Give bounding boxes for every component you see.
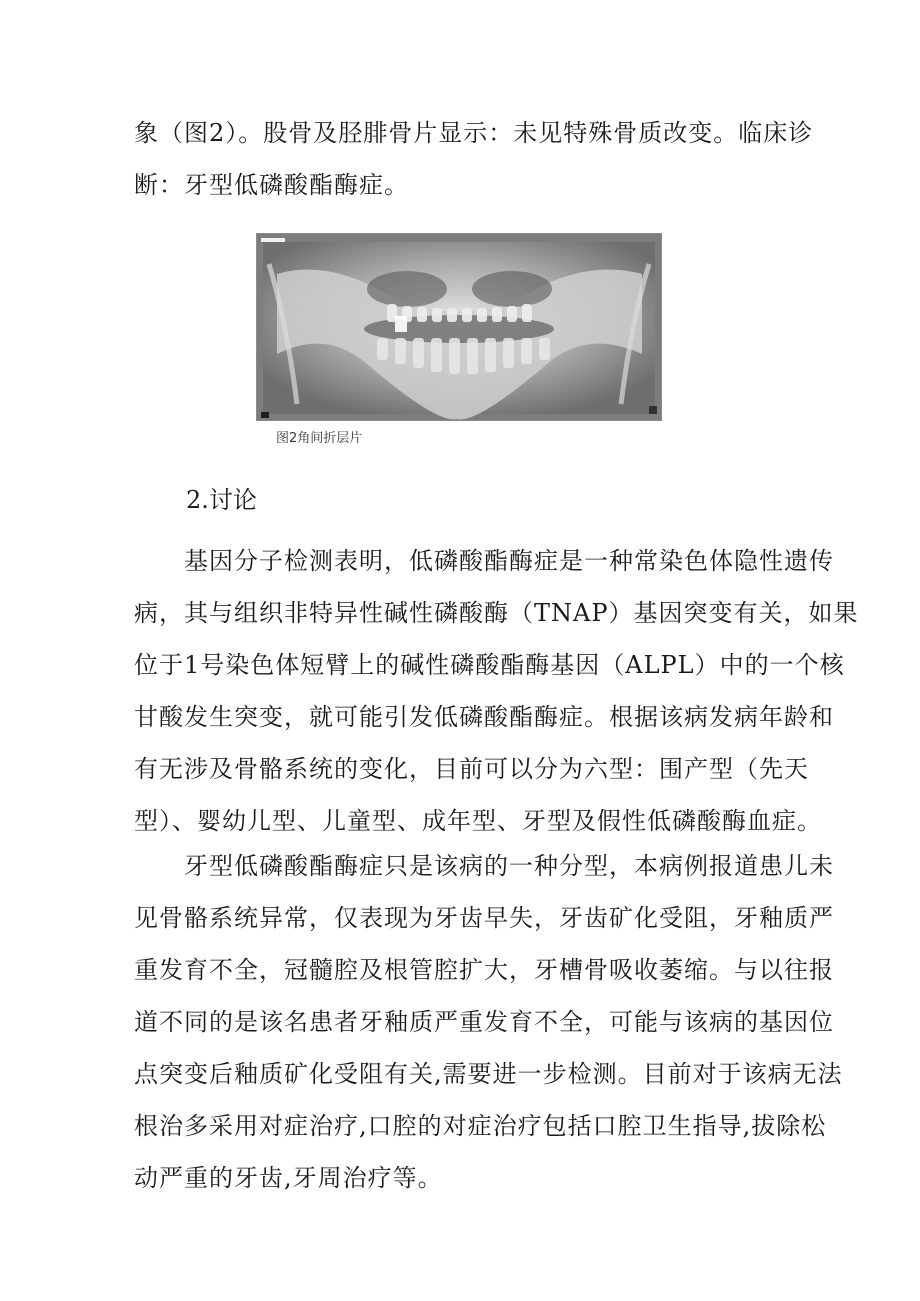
discussion-paragraph-1 (134, 535, 859, 847)
text-line: 位于1号染色体短臂上的碱性磷酸酯酶基因（ALPL）中的一个核 (134, 651, 845, 679)
text-line: 重发育不全，冠髓腔及根管腔扩大，牙槽骨吸收萎缩。与以往报 (134, 956, 834, 984)
text-line: 有无涉及骨骼系统的变化，目前可以分为六型：围产型（先天 (134, 755, 809, 783)
text-line: 道不同的是该名患者牙釉质严重发育不全，可能与该病的基因位 (134, 1008, 834, 1036)
text-line: 根治多采用对症治疗,口腔的对症治疗包括口腔卫生指导,拔除松 (134, 1112, 827, 1140)
section-heading: 2.讨论 (186, 486, 257, 514)
text-line: 甘酸发生突变，就可能引发低磷酸酯酶症。根据该病发病年龄和 (134, 703, 834, 731)
text-line: 见骨骼系统异常，仅表现为牙齿早失，牙齿矿化受阻，牙釉质严 (134, 904, 834, 932)
figure-caption: 图2角间折层片 (276, 431, 363, 446)
text-line: 基因分子检测表明，低磷酸酯酶症是一种常染色体隐性遗传 (134, 547, 834, 575)
text-line: 点突变后釉质矿化受阻有关,需要进一步检测。目前对于该病无法 (134, 1060, 843, 1088)
text-line: 断：牙型低磷酸酯酶症。 (134, 171, 409, 199)
discussion-paragraph-2 (134, 840, 843, 1204)
text-line: 象（图2）。股骨及胫腓骨片显示：未见特殊骨质改变。临床诊 (134, 119, 814, 147)
text-line: 牙型低磷酸酯酶症只是该病的一种分型，本病例报道患儿未 (134, 852, 834, 880)
intro-paragraph (134, 107, 814, 211)
text-line: 病，其与组织非特异性碱性磷酸酶（TNAP）基因突变有关，如果 (134, 599, 859, 627)
text-line: 型）、婴幼儿型、儿童型、成年型、牙型及假性低磷酸酶血症。 (134, 807, 822, 835)
text-line: 动严重的牙齿,牙周治疗等。 (134, 1164, 443, 1192)
panoramic-radiograph-image (256, 233, 662, 421)
